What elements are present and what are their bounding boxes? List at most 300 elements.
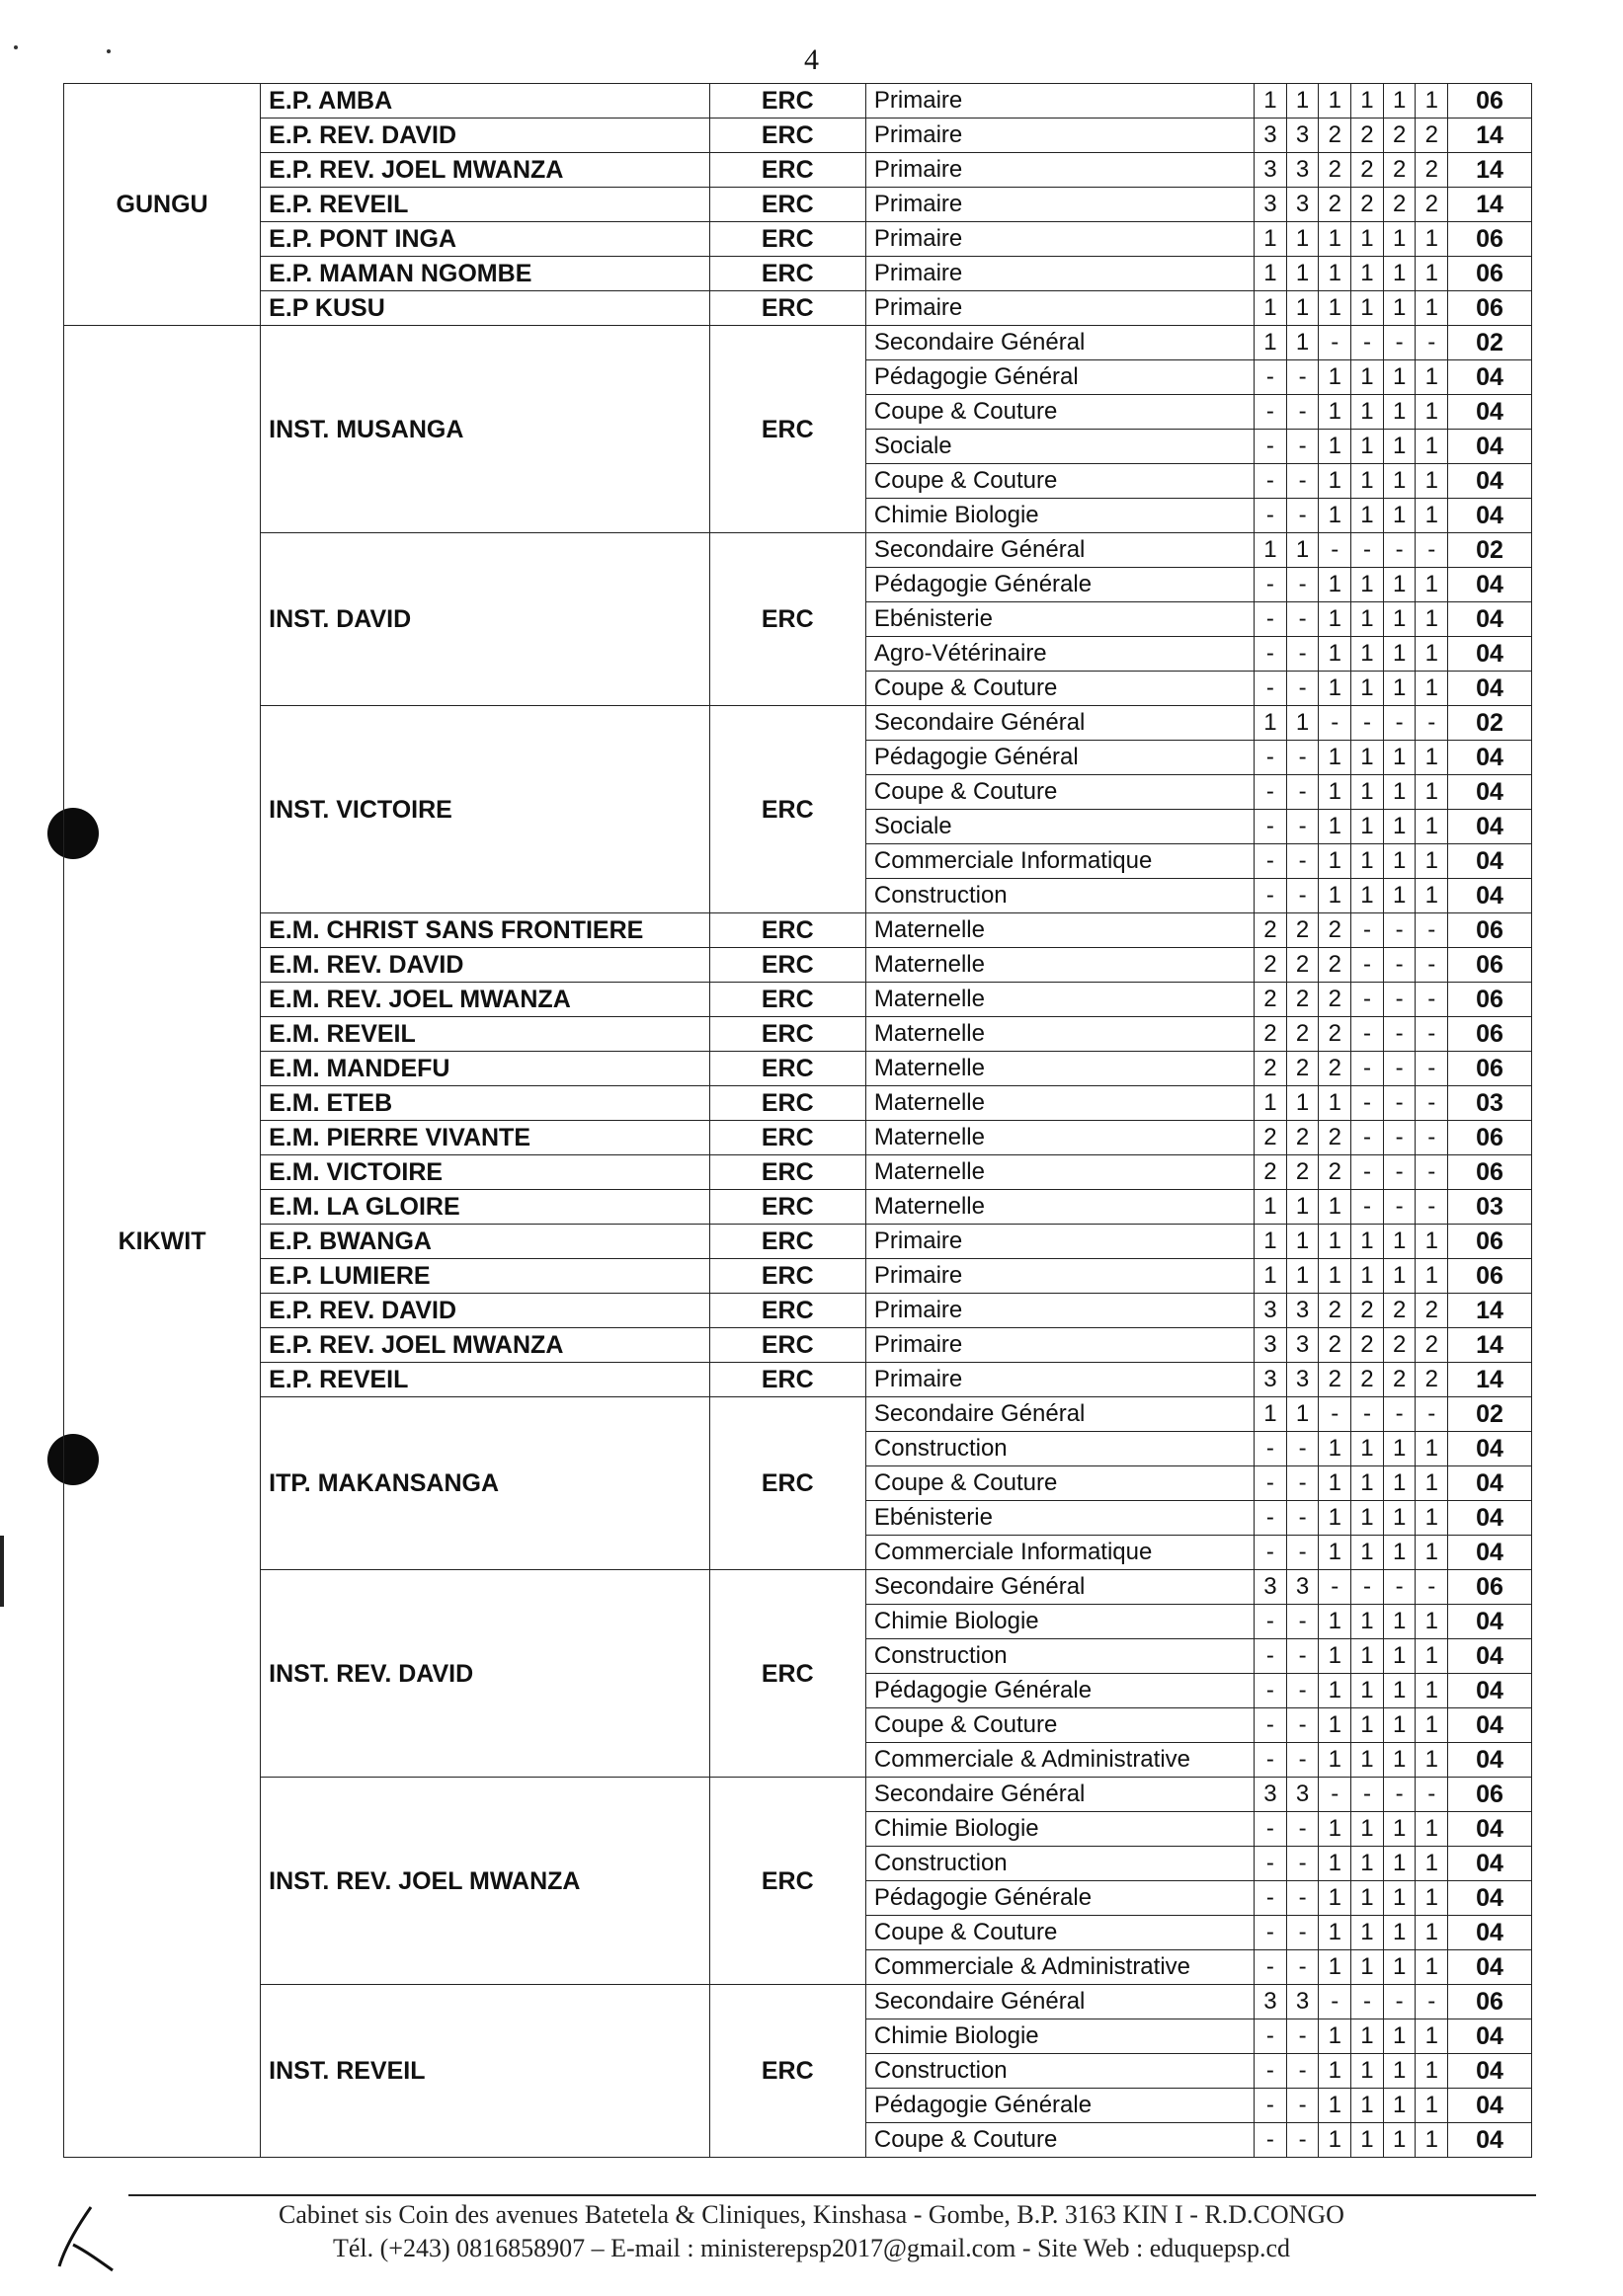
class-count-cell: 1 <box>1319 1950 1351 1985</box>
school-name-cell: E.M. ETEB <box>261 1086 709 1121</box>
total-cell: 03 <box>1448 1190 1532 1225</box>
total-cell: 06 <box>1448 1225 1532 1259</box>
section-cell: Primaire <box>865 1363 1254 1397</box>
section-cell: Primaire <box>865 119 1254 153</box>
network-cell: ERC <box>709 1397 865 1570</box>
class-count-cell: 2 <box>1286 1155 1319 1190</box>
network-cell: ERC <box>709 84 865 119</box>
section-cell: Commerciale & Administrative <box>865 1743 1254 1778</box>
class-count-cell: 2 <box>1319 913 1351 948</box>
class-count-cell: 1 <box>1351 1536 1384 1570</box>
class-count-cell: - <box>1255 1432 1287 1466</box>
table-row <box>64 291 1532 326</box>
class-count-cell: 1 <box>1416 464 1448 499</box>
class-count-cell: - <box>1255 1605 1287 1639</box>
class-count-cell: 2 <box>1319 188 1351 222</box>
class-count-cell: 1 <box>1351 499 1384 533</box>
class-count-cell: 2 <box>1286 1121 1319 1155</box>
table-row <box>64 948 1532 983</box>
class-count-cell: - <box>1255 1708 1287 1743</box>
section-cell: Coupe & Couture <box>865 1708 1254 1743</box>
class-count-cell: - <box>1351 1155 1384 1190</box>
class-count-cell: 1 <box>1383 1639 1416 1674</box>
class-count-cell: - <box>1286 879 1319 913</box>
school-name-cell: E.P KUSU <box>261 291 709 326</box>
class-count-cell: 1 <box>1416 602 1448 637</box>
class-count-cell: 2 <box>1351 1294 1384 1328</box>
class-count-cell: - <box>1286 1743 1319 1778</box>
network-cell: ERC <box>709 119 865 153</box>
class-count-cell: - <box>1286 2089 1319 2123</box>
class-count-cell: 1 <box>1286 1086 1319 1121</box>
class-count-cell: 3 <box>1255 1778 1287 1812</box>
class-count-cell: - <box>1416 1052 1448 1086</box>
class-count-cell: 1 <box>1383 360 1416 395</box>
section-cell: Primaire <box>865 1328 1254 1363</box>
class-count-cell: 2 <box>1416 119 1448 153</box>
total-cell: 02 <box>1448 706 1532 741</box>
total-cell: 06 <box>1448 1570 1532 1605</box>
table-row <box>64 1017 1532 1052</box>
network-cell: ERC <box>709 1985 865 2158</box>
section-cell: Commerciale & Administrative <box>865 1950 1254 1985</box>
class-count-cell: - <box>1319 1397 1351 1432</box>
section-cell: Chimie Biologie <box>865 1812 1254 1847</box>
table-row <box>64 913 1532 948</box>
class-count-cell: 1 <box>1351 1466 1384 1501</box>
network-cell: ERC <box>709 948 865 983</box>
class-count-cell: - <box>1286 1812 1319 1847</box>
section-cell: Chimie Biologie <box>865 499 1254 533</box>
class-count-cell: 2 <box>1255 1155 1287 1190</box>
class-count-cell: - <box>1286 1605 1319 1639</box>
class-count-cell: 1 <box>1255 1086 1287 1121</box>
class-count-cell: - <box>1351 1985 1384 2019</box>
class-count-cell: 3 <box>1255 188 1287 222</box>
class-count-cell: 3 <box>1286 1985 1319 2019</box>
section-cell: Coupe & Couture <box>865 464 1254 499</box>
footer-address: Cabinet sis Coin des avenues Batetela & Cliniques, Kinshasa - Gombe, B.P. 3163 KIN I - R.D.CONGO <box>279 2200 1344 2229</box>
section-cell: Primaire <box>865 188 1254 222</box>
class-count-cell: 3 <box>1255 1328 1287 1363</box>
class-count-cell: - <box>1351 1190 1384 1225</box>
total-cell: 04 <box>1448 2054 1532 2089</box>
total-cell: 06 <box>1448 1985 1532 2019</box>
class-count-cell: - <box>1286 360 1319 395</box>
table-row <box>64 1397 1532 1432</box>
total-cell: 06 <box>1448 1155 1532 1190</box>
section-cell: Maternelle <box>865 948 1254 983</box>
total-cell: 14 <box>1448 188 1532 222</box>
class-count-cell: - <box>1383 1985 1416 2019</box>
class-count-cell: 1 <box>1286 1225 1319 1259</box>
class-count-cell: 1 <box>1383 602 1416 637</box>
total-cell: 06 <box>1448 291 1532 326</box>
class-count-cell: 2 <box>1319 1052 1351 1086</box>
class-count-cell: - <box>1383 706 1416 741</box>
class-count-cell: 1 <box>1383 1881 1416 1916</box>
class-count-cell: 3 <box>1286 188 1319 222</box>
class-count-cell: - <box>1416 1985 1448 2019</box>
class-count-cell: - <box>1286 2123 1319 2158</box>
class-count-cell: - <box>1416 1778 1448 1812</box>
class-count-cell: 1 <box>1383 1225 1416 1259</box>
section-cell: Secondaire Général <box>865 1778 1254 1812</box>
class-count-cell: 2 <box>1416 1294 1448 1328</box>
class-count-cell: 2 <box>1416 188 1448 222</box>
section-cell: Construction <box>865 879 1254 913</box>
network-cell: ERC <box>709 983 865 1017</box>
class-count-cell: 3 <box>1255 153 1287 188</box>
class-count-cell: 1 <box>1416 2089 1448 2123</box>
class-count-cell: 2 <box>1351 119 1384 153</box>
class-count-cell: - <box>1286 775 1319 810</box>
total-cell: 02 <box>1448 533 1532 568</box>
total-cell: 04 <box>1448 499 1532 533</box>
class-count-cell: 1 <box>1383 1259 1416 1294</box>
class-count-cell: 1 <box>1383 1605 1416 1639</box>
class-count-cell: 1 <box>1351 1501 1384 1536</box>
class-count-cell: 1 <box>1416 84 1448 119</box>
network-cell: ERC <box>709 1121 865 1155</box>
class-count-cell: 2 <box>1286 1017 1319 1052</box>
total-cell: 06 <box>1448 1778 1532 1812</box>
class-count-cell: 1 <box>1416 741 1448 775</box>
network-cell: ERC <box>709 706 865 913</box>
class-count-cell: - <box>1383 533 1416 568</box>
class-count-cell: - <box>1286 464 1319 499</box>
class-count-cell: - <box>1286 1847 1319 1881</box>
class-count-cell: - <box>1255 1536 1287 1570</box>
class-count-cell: 1 <box>1416 1916 1448 1950</box>
section-cell: Primaire <box>865 84 1254 119</box>
section-cell: Sociale <box>865 810 1254 844</box>
class-count-cell: 1 <box>1416 775 1448 810</box>
class-count-cell: 1 <box>1286 326 1319 360</box>
class-count-cell: - <box>1351 706 1384 741</box>
class-count-cell: 1 <box>1319 568 1351 602</box>
total-cell: 06 <box>1448 1259 1532 1294</box>
class-count-cell: 1 <box>1416 1225 1448 1259</box>
page-number: 4 <box>804 43 819 76</box>
class-count-cell: 1 <box>1319 602 1351 637</box>
total-cell: 04 <box>1448 1605 1532 1639</box>
class-count-cell: 1 <box>1351 430 1384 464</box>
class-count-cell: - <box>1416 948 1448 983</box>
table-row <box>64 84 1532 119</box>
class-count-cell: 2 <box>1255 1017 1287 1052</box>
class-count-cell: - <box>1255 810 1287 844</box>
table-row <box>64 222 1532 257</box>
class-count-cell: 3 <box>1286 1363 1319 1397</box>
total-cell: 06 <box>1448 257 1532 291</box>
section-cell: Coupe & Couture <box>865 2123 1254 2158</box>
class-count-cell: - <box>1286 499 1319 533</box>
class-count-cell: 2 <box>1255 983 1287 1017</box>
section-cell: Primaire <box>865 257 1254 291</box>
class-count-cell: 1 <box>1351 1708 1384 1743</box>
network-cell: ERC <box>709 913 865 948</box>
class-count-cell: 1 <box>1319 1501 1351 1536</box>
class-count-cell: - <box>1286 672 1319 706</box>
class-count-cell: 1 <box>1319 395 1351 430</box>
class-count-cell: 1 <box>1319 1674 1351 1708</box>
class-count-cell: 1 <box>1319 1536 1351 1570</box>
class-count-cell: 1 <box>1351 1605 1384 1639</box>
class-count-cell: - <box>1286 844 1319 879</box>
class-count-cell: 1 <box>1383 1674 1416 1708</box>
school-name-cell: E.M. CHRIST SANS FRONTIERE <box>261 913 709 948</box>
network-cell: ERC <box>709 1017 865 1052</box>
class-count-cell: 1 <box>1383 1916 1416 1950</box>
class-count-cell: 1 <box>1319 1812 1351 1847</box>
class-count-cell: 2 <box>1319 948 1351 983</box>
school-name-cell: E.P. PONT INGA <box>261 222 709 257</box>
total-cell: 04 <box>1448 879 1532 913</box>
class-count-cell: 1 <box>1351 222 1384 257</box>
class-count-cell: 1 <box>1351 2089 1384 2123</box>
section-cell: Construction <box>865 1432 1254 1466</box>
class-count-cell: - <box>1255 2054 1287 2089</box>
class-count-cell: 1 <box>1416 395 1448 430</box>
class-count-cell: - <box>1383 1121 1416 1155</box>
class-count-cell: 1 <box>1319 1743 1351 1778</box>
section-cell: Secondaire Général <box>865 706 1254 741</box>
total-cell: 04 <box>1448 844 1532 879</box>
class-count-cell: - <box>1255 844 1287 879</box>
class-count-cell: 2 <box>1255 948 1287 983</box>
class-count-cell: 2 <box>1255 1052 1287 1086</box>
class-count-cell: 1 <box>1255 533 1287 568</box>
class-count-cell: 1 <box>1416 360 1448 395</box>
class-count-cell: - <box>1255 2123 1287 2158</box>
total-cell: 04 <box>1448 2019 1532 2054</box>
class-count-cell: 1 <box>1351 637 1384 672</box>
class-count-cell: - <box>1383 1778 1416 1812</box>
total-cell: 04 <box>1448 1950 1532 1985</box>
class-count-cell: 1 <box>1416 291 1448 326</box>
section-cell: Maternelle <box>865 1017 1254 1052</box>
class-count-cell: 2 <box>1286 1052 1319 1086</box>
class-count-cell: - <box>1255 464 1287 499</box>
section-cell: Maternelle <box>865 913 1254 948</box>
class-count-cell: - <box>1319 326 1351 360</box>
table-row <box>64 1121 1532 1155</box>
class-count-cell: - <box>1351 533 1384 568</box>
class-count-cell: 1 <box>1416 810 1448 844</box>
scan-speck <box>107 49 111 53</box>
total-cell: 04 <box>1448 1847 1532 1881</box>
class-count-cell: 3 <box>1286 1570 1319 1605</box>
class-count-cell: - <box>1286 430 1319 464</box>
section-cell: Secondaire Général <box>865 1985 1254 2019</box>
total-cell: 02 <box>1448 1397 1532 1432</box>
table-row <box>64 1155 1532 1190</box>
section-cell: Agro-Vétérinaire <box>865 637 1254 672</box>
class-count-cell: 1 <box>1383 1536 1416 1570</box>
total-cell: 04 <box>1448 1812 1532 1847</box>
total-cell: 06 <box>1448 1052 1532 1086</box>
total-cell: 02 <box>1448 326 1532 360</box>
footer-rule <box>128 2194 1536 2196</box>
class-count-cell: - <box>1351 983 1384 1017</box>
class-count-cell: 2 <box>1255 913 1287 948</box>
class-count-cell: - <box>1255 2019 1287 2054</box>
network-cell: ERC <box>709 1190 865 1225</box>
class-count-cell: - <box>1351 1121 1384 1155</box>
class-count-cell: 1 <box>1255 1397 1287 1432</box>
territory-cell: GUNGU <box>64 84 261 326</box>
class-count-cell: 1 <box>1416 2019 1448 2054</box>
class-count-cell: 1 <box>1383 2019 1416 2054</box>
table-row <box>64 119 1532 153</box>
class-count-cell: 2 <box>1416 1328 1448 1363</box>
total-cell: 04 <box>1448 1881 1532 1916</box>
table-row <box>64 983 1532 1017</box>
class-count-cell: 1 <box>1383 84 1416 119</box>
class-count-cell: 1 <box>1255 706 1287 741</box>
class-count-cell: - <box>1383 1086 1416 1121</box>
class-count-cell: 1 <box>1416 1847 1448 1881</box>
school-name-cell: INST. MUSANGA <box>261 326 709 533</box>
class-count-cell: - <box>1255 1950 1287 1985</box>
table-row <box>64 1570 1532 1605</box>
class-count-cell: - <box>1416 1017 1448 1052</box>
table-row <box>64 257 1532 291</box>
school-name-cell: ITP. MAKANSANGA <box>261 1397 709 1570</box>
section-cell: Sociale <box>865 430 1254 464</box>
class-count-cell: - <box>1286 1950 1319 1985</box>
class-count-cell: - <box>1286 1432 1319 1466</box>
class-count-cell: 2 <box>1319 153 1351 188</box>
total-cell: 14 <box>1448 1328 1532 1363</box>
school-name-cell: INST. REV. DAVID <box>261 1570 709 1778</box>
section-cell: Secondaire Général <box>865 326 1254 360</box>
class-count-cell: - <box>1319 706 1351 741</box>
class-count-cell: - <box>1255 1847 1287 1881</box>
total-cell: 04 <box>1448 360 1532 395</box>
class-count-cell: 1 <box>1351 1847 1384 1881</box>
network-cell: ERC <box>709 222 865 257</box>
class-count-cell: 1 <box>1286 706 1319 741</box>
class-count-cell: 1 <box>1383 499 1416 533</box>
class-count-cell: 1 <box>1351 1950 1384 1985</box>
network-cell: ERC <box>709 1052 865 1086</box>
class-count-cell: 1 <box>1351 602 1384 637</box>
class-count-cell: 1 <box>1351 879 1384 913</box>
total-cell: 14 <box>1448 1294 1532 1328</box>
class-count-cell: - <box>1255 360 1287 395</box>
class-count-cell: - <box>1383 1190 1416 1225</box>
class-count-cell: 1 <box>1351 844 1384 879</box>
class-count-cell: 1 <box>1416 879 1448 913</box>
class-count-cell: - <box>1255 637 1287 672</box>
table-row <box>64 1190 1532 1225</box>
class-count-cell: 1 <box>1351 2019 1384 2054</box>
class-count-cell: 3 <box>1255 1985 1287 2019</box>
section-cell: Primaire <box>865 1259 1254 1294</box>
class-count-cell: 1 <box>1319 2019 1351 2054</box>
class-count-cell: - <box>1286 1466 1319 1501</box>
class-count-cell: 2 <box>1319 119 1351 153</box>
total-cell: 06 <box>1448 1017 1532 1052</box>
class-count-cell: 2 <box>1383 153 1416 188</box>
class-count-cell: 1 <box>1319 1432 1351 1466</box>
section-cell: Ebénisterie <box>865 1501 1254 1536</box>
class-count-cell: 1 <box>1351 395 1384 430</box>
table-row <box>64 1985 1532 2019</box>
class-count-cell: 1 <box>1319 222 1351 257</box>
section-cell: Primaire <box>865 222 1254 257</box>
class-count-cell: 1 <box>1255 257 1287 291</box>
section-cell: Commerciale Informatique <box>865 844 1254 879</box>
class-count-cell: - <box>1319 1778 1351 1812</box>
class-count-cell: 1 <box>1416 1466 1448 1501</box>
class-count-cell: 1 <box>1383 2123 1416 2158</box>
class-count-cell: - <box>1416 1086 1448 1121</box>
class-count-cell: - <box>1416 983 1448 1017</box>
network-cell: ERC <box>709 1225 865 1259</box>
class-count-cell: - <box>1319 533 1351 568</box>
network-cell: ERC <box>709 1363 865 1397</box>
class-count-cell: 2 <box>1255 1121 1287 1155</box>
class-count-cell: 1 <box>1351 257 1384 291</box>
total-cell: 04 <box>1448 430 1532 464</box>
class-count-cell: 2 <box>1286 983 1319 1017</box>
total-cell: 04 <box>1448 395 1532 430</box>
table-row <box>64 1086 1532 1121</box>
class-count-cell: 2 <box>1383 188 1416 222</box>
class-count-cell: 1 <box>1383 1812 1416 1847</box>
class-count-cell: 1 <box>1383 1847 1416 1881</box>
class-count-cell: - <box>1286 741 1319 775</box>
total-cell: 06 <box>1448 983 1532 1017</box>
total-cell: 06 <box>1448 913 1532 948</box>
class-count-cell: 1 <box>1319 464 1351 499</box>
class-count-cell: - <box>1255 1812 1287 1847</box>
section-cell: Secondaire Général <box>865 1397 1254 1432</box>
class-count-cell: 1 <box>1286 257 1319 291</box>
class-count-cell: - <box>1383 1397 1416 1432</box>
class-count-cell: 3 <box>1255 1570 1287 1605</box>
class-count-cell: 1 <box>1416 844 1448 879</box>
total-cell: 04 <box>1448 810 1532 844</box>
school-name-cell: E.P. BWANGA <box>261 1225 709 1259</box>
total-cell: 14 <box>1448 1363 1532 1397</box>
class-count-cell: 1 <box>1286 222 1319 257</box>
total-cell: 04 <box>1448 775 1532 810</box>
class-count-cell: 3 <box>1286 1778 1319 1812</box>
section-cell: Secondaire Général <box>865 533 1254 568</box>
class-count-cell: - <box>1351 1086 1384 1121</box>
class-count-cell: 1 <box>1319 1259 1351 1294</box>
class-count-cell: 3 <box>1286 153 1319 188</box>
total-cell: 04 <box>1448 1639 1532 1674</box>
section-cell: Construction <box>865 1639 1254 1674</box>
class-count-cell: - <box>1319 1985 1351 2019</box>
class-count-cell: 2 <box>1319 1328 1351 1363</box>
class-count-cell: - <box>1255 1743 1287 1778</box>
class-count-cell: 1 <box>1416 1708 1448 1743</box>
class-count-cell: 1 <box>1416 257 1448 291</box>
class-count-cell: 1 <box>1255 291 1287 326</box>
class-count-cell: - <box>1286 568 1319 602</box>
school-name-cell: E.P. AMBA <box>261 84 709 119</box>
class-count-cell: 2 <box>1319 983 1351 1017</box>
class-count-cell: 2 <box>1319 1294 1351 1328</box>
school-name-cell: E.P. REVEIL <box>261 188 709 222</box>
table-row <box>64 188 1532 222</box>
